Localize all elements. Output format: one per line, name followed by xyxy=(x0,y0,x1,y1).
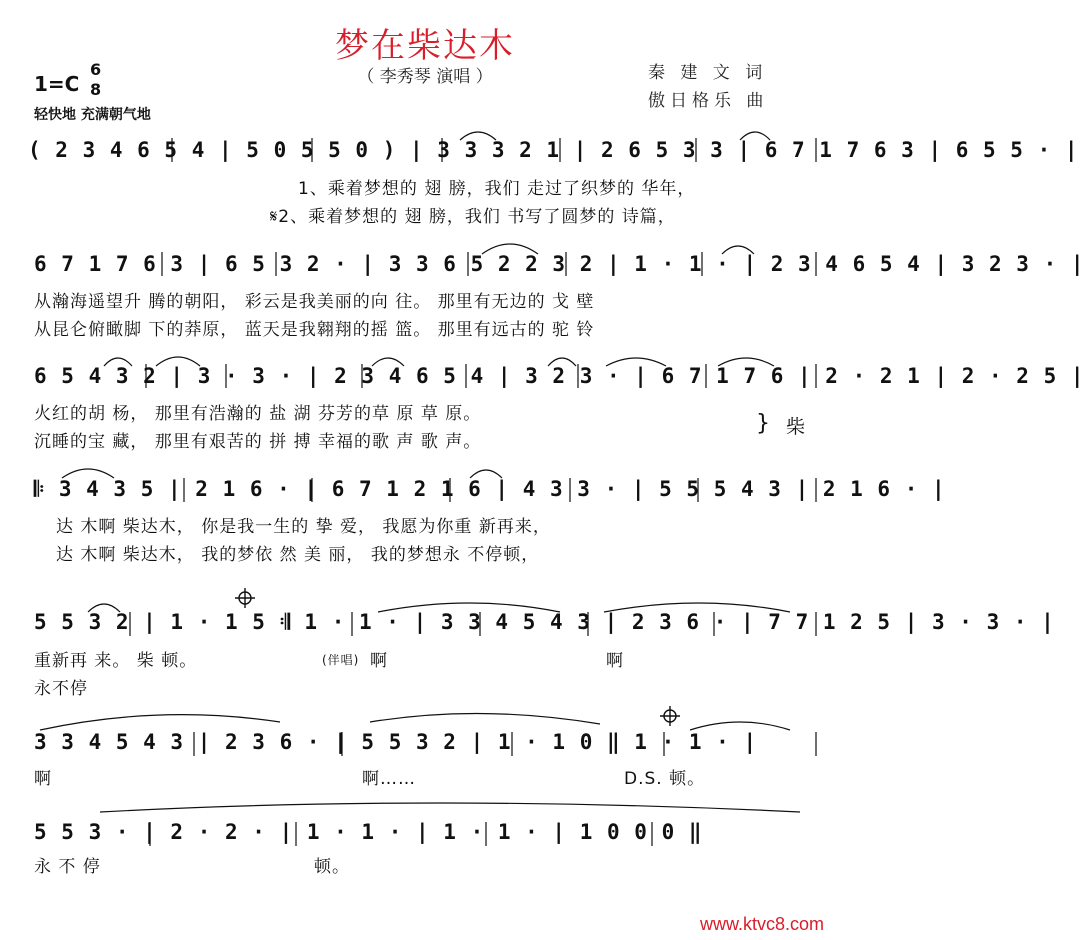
slur-17 xyxy=(370,713,600,724)
accompaniment-mark: (伴唱) xyxy=(322,653,360,667)
coda-icon-1 xyxy=(235,588,255,608)
score-line-4: 𝄆 3 4 3 5 | 2 1 6 · | 6 7 1 2 1 6 | 4 3 3 · | 5 5 5 4 3 | 2 1 6 · | xyxy=(34,477,946,501)
brace-icon: } xyxy=(756,411,770,436)
score-line-3: 6 5 4 3 2 | 3 · 3 · | 2 3 4 6 5 4 | 3 2 3 · | 6 7 1 7 6 | 2 · 2 1 | 2 · 2 5 | xyxy=(34,364,1085,388)
lyric-line-7: 永 不 停 xyxy=(34,857,101,877)
performer: （ 李秀琴 演唱 ） xyxy=(357,67,493,87)
song-title: 梦在柴达木 xyxy=(335,26,515,66)
score-line-1: ( 2 3 4 6 5 4 | 5 0 5 5 0 ) | 3 3 3 2 1 | 2 6 5 3 3 | 6 7 1 7 6 3 | 6 5 5 · | xyxy=(28,138,1079,162)
time-signature-top: 6 xyxy=(90,60,102,79)
lyricist-credit: 秦 建 文 词 xyxy=(648,63,768,83)
lyric-line-4-verse-2: 达 木啊 柴达木， 我的梦依 然 美 丽， 我的梦想永 不停顿， xyxy=(56,545,540,565)
time-signature-bottom: 8 xyxy=(90,80,102,99)
lyric-line-6-ah-2: 啊…… xyxy=(362,769,416,789)
lyric-line-5-verse-2: 永不停 xyxy=(34,679,88,699)
lyric-line-3-verse-2: 沉睡的宝 藏， 那里有艰苦的 拼 搏 幸福的歌 声 歌 声。 xyxy=(34,432,482,452)
lyric-line-5-ah-2: 啊 xyxy=(606,651,624,671)
lyric-line-7-end: 顿。 xyxy=(314,857,350,877)
lyric-line-4-verse-1: 达 木啊 柴达木， 你是我一生的 挚 爱， 我愿为你重 新再来， xyxy=(56,517,551,537)
lyric-line-1-verse-2: 𝄋2、乘着梦想的 翅 膀，我们 书写了圆梦的 诗篇， xyxy=(270,207,676,227)
composer-credit: 傲日格乐 曲 xyxy=(648,91,769,111)
website-watermark: www.ktvc8.com xyxy=(700,914,825,934)
slur-16 xyxy=(40,715,280,730)
score-line-7: 5 5 3 · | 2 · 2 · | 1 · 1 · | 1 · 1 · | 1 0 0 0 ‖ xyxy=(34,820,703,844)
key-signature: 1=C xyxy=(34,72,80,96)
score-line-6: 3 3 4 5 4 3 | 2 3 6 · | 5 5 3 2 | 1 · 1 0 ‖ 1 · 1 · | xyxy=(34,730,758,754)
da-segno-mark: D.S. 顿。 xyxy=(624,769,706,789)
score-line-5: 5 5 3 2 | 1 · 1 5 𝄇 1 · 1 · | 3 3 4 5 4 3 | 2 3 6 · | 7 7 1 2 5 | 3 · 3 · | xyxy=(34,610,1055,634)
slur-19 xyxy=(100,803,800,812)
lyric-line-3-verse-1: 火红的胡 杨， 那里有浩瀚的 盐 湖 芬芳的草 原 草 原。 xyxy=(34,404,482,424)
slur-18 xyxy=(690,722,790,730)
lyric-line-3-side: 柴 xyxy=(786,416,807,438)
lyric-line-2-verse-1: 从瀚海遥望升 腾的朝阳， 彩云是我美丽的向 往。 那里有无边的 戈 壁 xyxy=(34,292,595,312)
lyric-line-2-verse-2: 从昆仑俯瞰脚 下的莽原， 蓝天是我翱翔的摇 篮。 那里有远古的 驼 铃 xyxy=(34,320,595,340)
score-line-2: 6 7 1 7 6 3 | 6 5 3 2 · | 3 3 6 5 2 2 3 2 | 1 · 1 · | 2 3 4 6 5 4 | 3 2 3 · | xyxy=(34,252,1085,276)
lyric-line-1-verse-1: 1、乘着梦想的 翅 膀，我们 走过了织梦的 华年， xyxy=(298,179,696,199)
coda-icon-2 xyxy=(660,706,680,726)
lyric-line-5-ah-1: 啊 xyxy=(370,651,388,671)
lyric-line-5-verse-1: 重新再 来。 柴 顿。 xyxy=(34,651,198,671)
lyric-line-6-ah-1: 啊 xyxy=(34,769,52,789)
tempo-marking: 轻快地 充满朝气地 xyxy=(34,107,151,123)
